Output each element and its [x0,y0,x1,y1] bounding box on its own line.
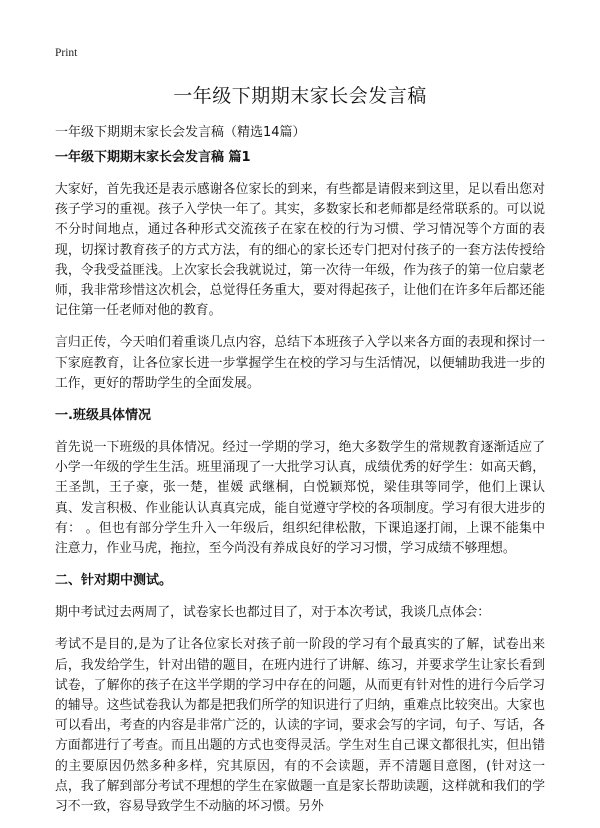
paragraph: 首先说一下班级的具体情况。经过一学期的学习，绝大多数学生的常规教育逐渐适应了小学一年级的学生生活。班里涌现了一大批学习认真，成绩优秀的好学生：如高天鹤，王圣凯，王子豪，张一楚，崔媛 武继桐，白悦颖郑悦，梁佳琪等同学，他们上课认真、发言积极、作业能认认真真完成，能自觉遵守学校的各项制度。学习有很大进步的有： 。但也有部分学生升入一年级后，组织纪律松散，下课追逐打闹，上课不能集中注意力，作业马虎，拖拉，至今尚没有养成良好的学习习惯，学习成绩不够理想。 [55,440,545,557]
section-heading: 一年级下期期末家长会发言稿 篇1 [55,150,251,165]
document-body [55,148,545,828]
section-1 [55,148,545,394]
paragraph: 大家好，首先我还是表示感谢各位家长的到来，有些都是请假来到这里，足以看出您对孩子学习的重视。孩子入学快一年了。其实，多数家长和老师都是经常联系的。可以说不分时间地点，通过各种形式交流孩子在家在校的行为习惯、学习情况等个方面的表现，切探讨教育孩子的方式方法，有的细心的家长还专门把对付孩子的一套方法传授给我，令我受益匪浅。上次家长会我就说过，第一次待一年级，作为孩子的第一位启蒙老师，我非常珍惜这次机会，总觉得任务重大，要对得起孩子，让他们在许多年后都还能记住第一任老师对他的教育。 [55,182,545,319]
paragraph: 言归正传，今天咱们着重谈几点内容，总结下本班孩子入学以来各方面的表现和探讨一下家庭教育，让各位家长进一步掌握学生在校的学习与生活情况，以便辅助我进一步的工作，更好的帮助学生的全面发展。 [55,335,545,391]
document-subtitle: 一年级下期期末家长会发言稿（精选14篇） [55,125,306,140]
page-title: 一年级下期期末家长会发言稿 [173,85,427,107]
print-link[interactable]: Print [55,47,78,59]
paragraph: 考试不是目的,是为了让各位家长对孩子前一阶段的学习有个最真实的了解，试卷出来后，我发给学生，针对出错的题目，在班内进行了讲解、练习，并要求学生让家长看到试卷，了解你的孩子在这半学期的学习中存在的问题，从而更有针对性的进行今后学习的辅导。这些试卷我认为都是把我们所学的知识进行了归纳，重难点比较突出。大家也可以看出，考查的内容是非常广泛的，认读的字词，要求会写的字词，句子、写话，各方面都进行了考查。而且出题的方式也变得灵活。学生对生自己课文都很扎实，但出错的主要原因仍然多种多样，究其原因，有的不会读题，弄不清题目意图，(针对这一点，我了解到部分考试不理想的学生在家做题一直是家长帮助读题，这样就和我们的学习不一致，容易导致学生不动脑的坏习惯。另外 [55,637,545,815]
section-2 [55,406,545,559]
section-heading: 一.班级具体情况 [55,408,151,424]
paragraph: 期中考试过去两周了，试卷家长也都过目了，对于本次考试，我谈几点体会： [55,605,491,621]
section-3 [55,571,545,817]
section-heading: 二、针对期中测试。 [55,573,173,589]
